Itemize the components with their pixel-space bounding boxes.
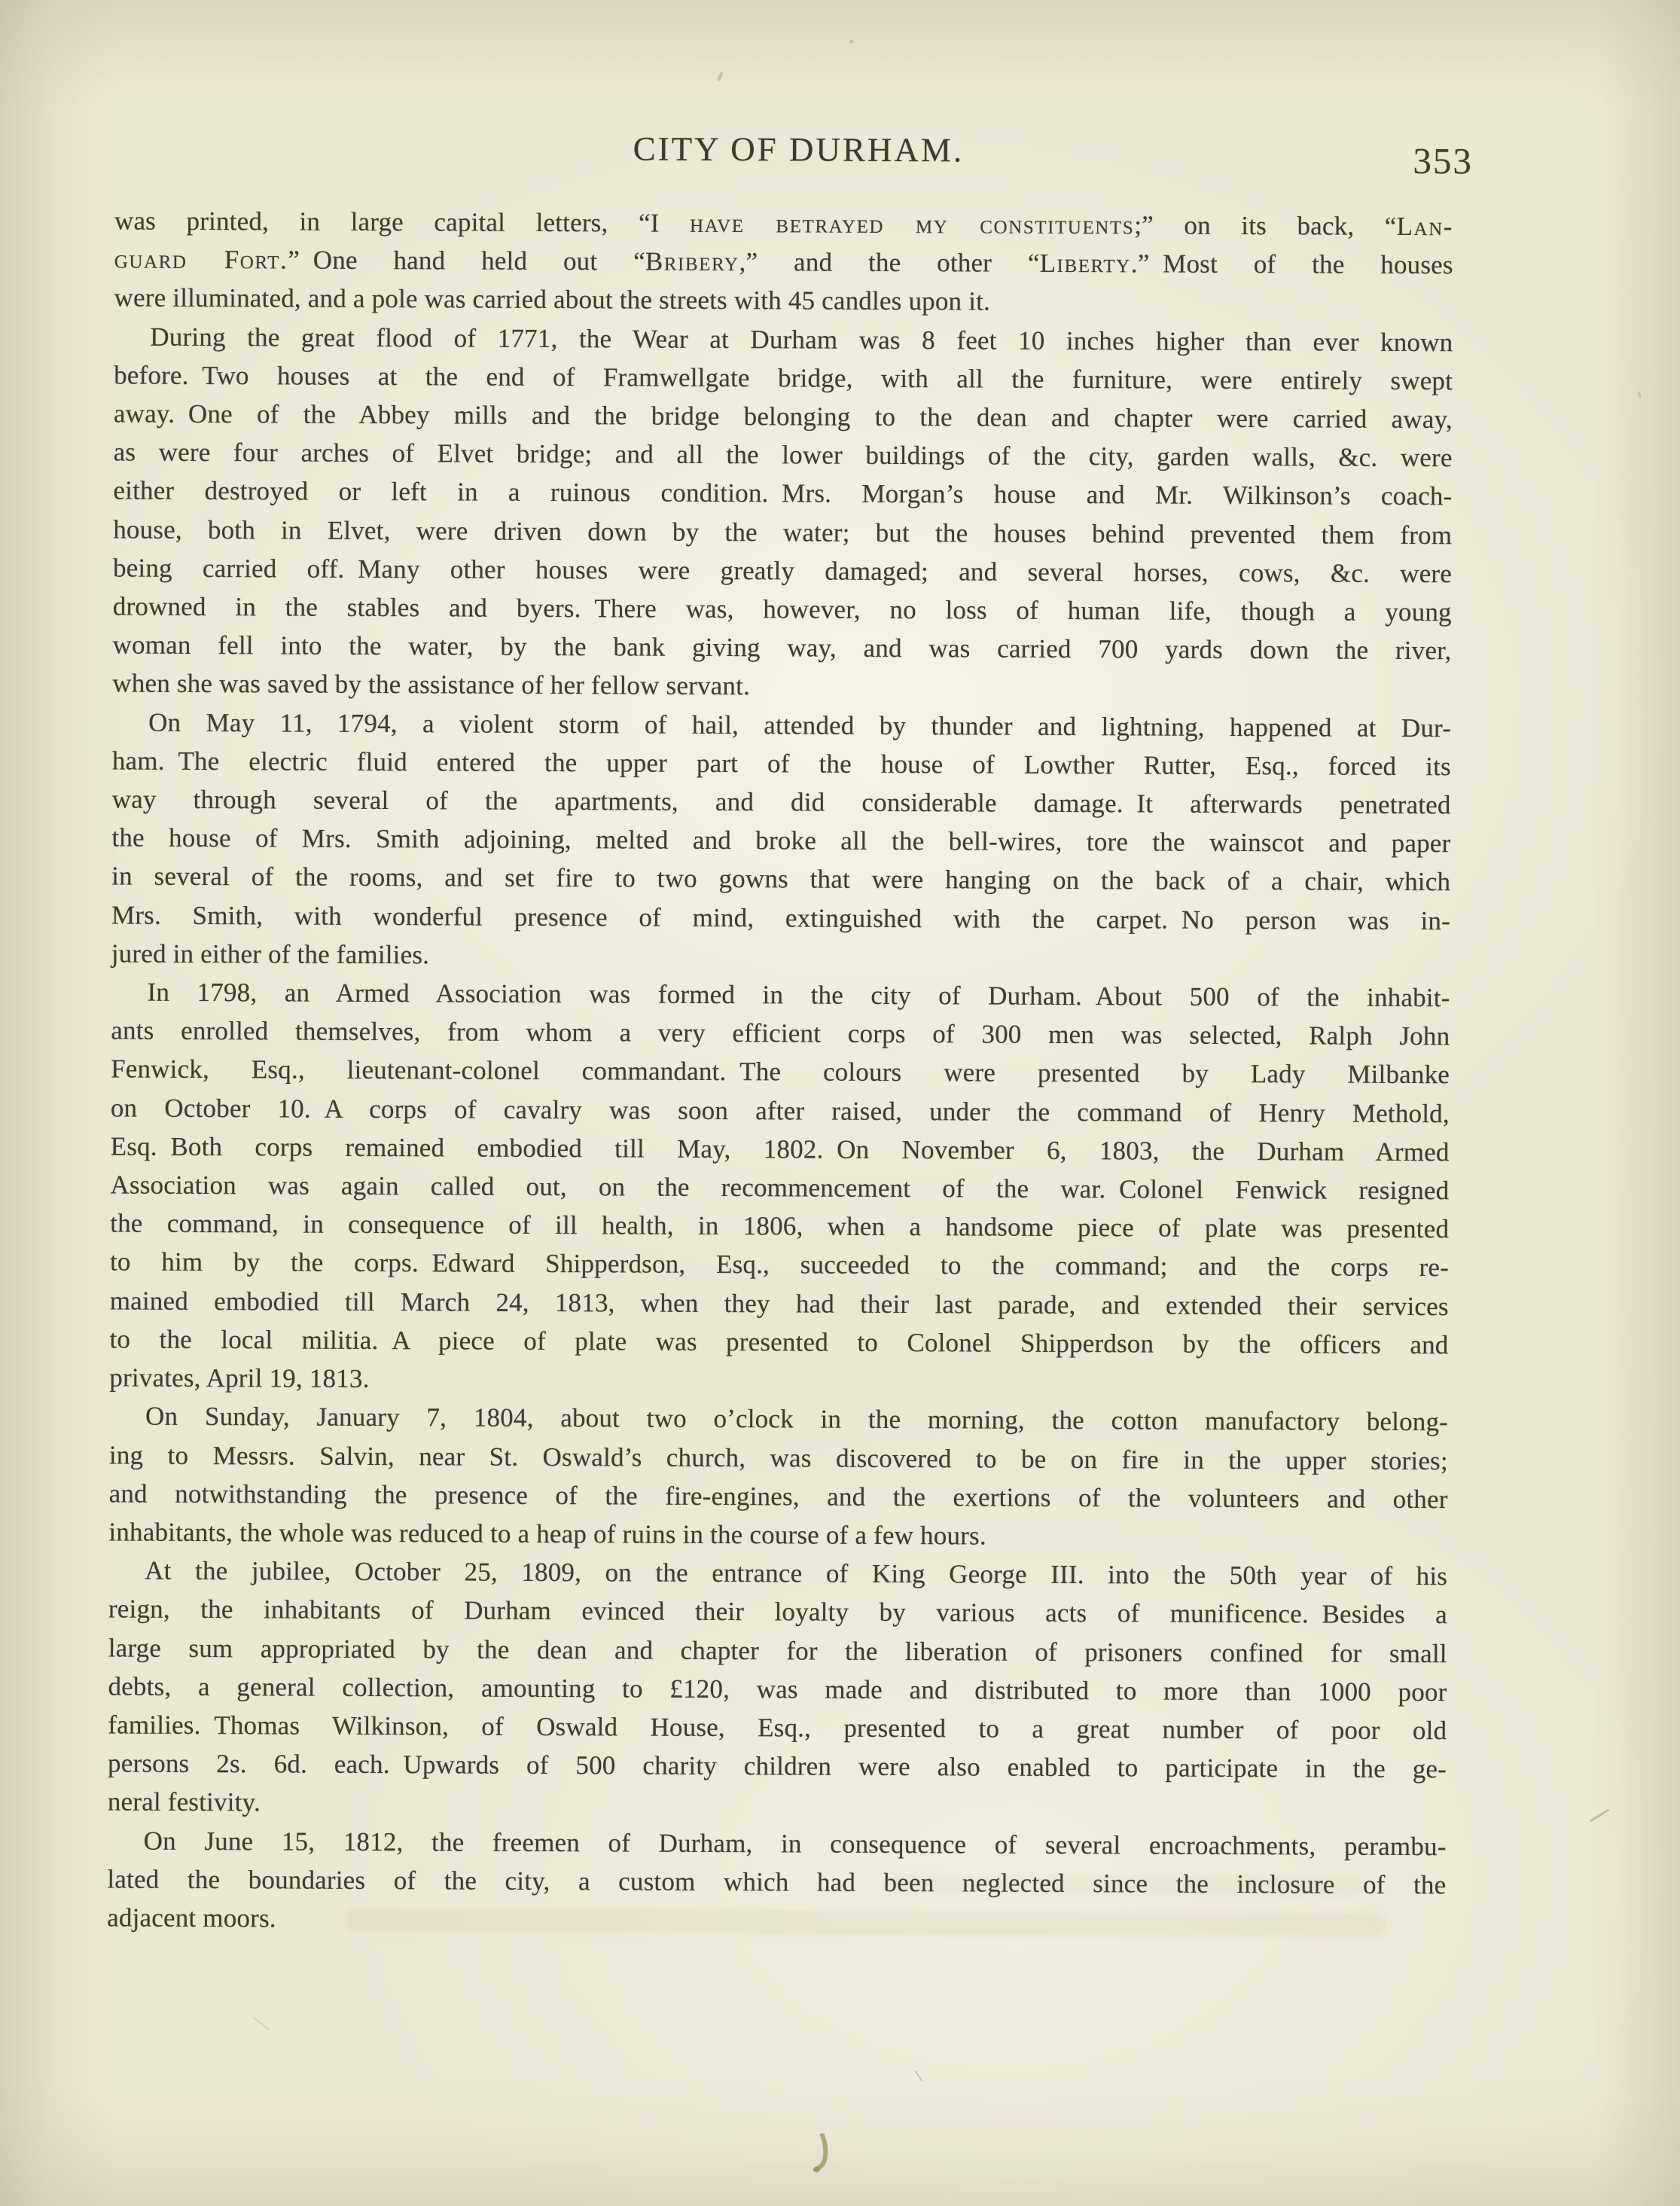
text-run: drowned in the stables and byers. There was, however, no loss of human life, though a young (112, 591, 1452, 627)
text-line (107, 1860, 1446, 1904)
paper-speck (1637, 391, 1642, 399)
text-line (108, 1667, 1447, 1711)
paper-speck (914, 2070, 922, 2082)
small-caps-run: have betrayed my constituents (690, 208, 1135, 240)
paper-speck (849, 40, 853, 44)
small-caps-run: Bribery (645, 246, 739, 277)
text-run: lated the boundaries of the city, a custom which had been neglected since the inclosure of the (107, 1864, 1447, 1899)
text-line (113, 587, 1452, 632)
text-line (112, 780, 1451, 825)
text-run: as were four arches of Elvet bridge; and all the lower buildings of the city, garden walls, &c. were (113, 437, 1453, 473)
text-run: ham. The electric fluid entered the upper part of the house of Lowther Rutter, Esq., forced its (111, 746, 1451, 782)
small-caps-run: Liberty (1039, 249, 1131, 279)
text-line (113, 548, 1452, 593)
text-run: inhabitants, the whole was reduced to a heap of ruins in the course of a few hours. (108, 1517, 986, 1551)
text-line (108, 1705, 1447, 1750)
text-run: before. Two houses at the end of Framwellgate bridge, with all the furniture, were entirely swept (114, 360, 1453, 396)
text-line (108, 1821, 1447, 1866)
text-line (112, 703, 1451, 747)
text-run: Fenwick, Esq., lieutenant-colonel commandant. The colours were presented by Lady Milbanke (111, 1054, 1450, 1090)
text-run: families. Thomas Wilkinson, of Oswald House, Esq., presented to a great number of poor old (108, 1710, 1447, 1746)
text-line (114, 355, 1453, 400)
small-caps-run: guard Fort. (114, 244, 288, 275)
text-run: large sum appropriated by the dean and chapter for the liberation of prisoners confined for small (108, 1632, 1447, 1668)
text-run: Mrs. Smith, with wonderful presence of mind, extinguished with the carpet. No person was in- (111, 900, 1451, 935)
text-line (111, 934, 1450, 978)
text-line (109, 1436, 1448, 1480)
text-line (110, 1166, 1449, 1210)
running-header: CITY OF DURHAM. (633, 130, 965, 169)
text-line (113, 471, 1452, 516)
text-line (114, 433, 1453, 478)
text-line (108, 1744, 1447, 1789)
text-line (112, 741, 1451, 786)
text-line (110, 1243, 1449, 1287)
text-line (111, 1011, 1450, 1056)
text-run: way through several of the apartments, and did considerable damage. It afterwards penetrated (111, 784, 1451, 820)
text-line (109, 1474, 1448, 1518)
text-run: on October 10. A corps of cavalry was soon after raised, under the command of Henry Methold, (110, 1093, 1450, 1128)
text-line (112, 664, 1451, 709)
text-run: In 1798, an Armed Association was formed in the city of Durham. About 500 of the inhabit- (147, 977, 1450, 1013)
text-line (107, 1898, 1446, 1942)
paper-fiber-mark (813, 2134, 837, 2178)
text-run: ;” on its back, “ (1134, 210, 1397, 241)
text-run: woman fell into the water, by the bank giving way, and was carried 700 yards down the river, (112, 630, 1452, 666)
text-line (114, 240, 1453, 285)
text-line (108, 1552, 1447, 1596)
text-run: reign, the inhabitants of Durham evinced their loyalty by various acts of munificence. Besides a (108, 1594, 1448, 1630)
text-line (111, 1127, 1450, 1171)
text-line (109, 1320, 1448, 1364)
text-run: neral festivity. (107, 1786, 261, 1817)
text-line (114, 317, 1453, 362)
text-run: Esq. Both corps remained embodied till May, 1802. On November 6, 1803, the Durham Armed (110, 1131, 1450, 1167)
text-run: away. One of the Abbey mills and the bridge belonging to the dean and chapter were carried away, (113, 398, 1453, 435)
text-run: On Sunday, January 7, 1804, about two o’clock in the morning, the cotton manufactory belong- (145, 1401, 1449, 1437)
text-line (114, 201, 1453, 246)
text-line (108, 1628, 1447, 1673)
text-run: persons 2s. 6d. each. Upwards of 500 charity children were also enabled to participate in the ge- (108, 1748, 1447, 1784)
text-run: On June 15, 1812, the freemen of Durham, in consequence of several encroachments, perambu- (143, 1826, 1447, 1861)
text-run: On May 11, 1794, a violent storm of hail, attended by thunder and lightning, happened at Dur- (148, 707, 1452, 743)
text-run: At the jubilee, October 25, 1809, on the entrance of King George III. into the 50th year of his (145, 1555, 1448, 1591)
paper-speck (717, 72, 724, 82)
text-run: privates, April 19, 1813. (109, 1362, 370, 1394)
text-run: adjacent moors. (107, 1902, 276, 1933)
small-caps-run: Lan- (1396, 211, 1454, 242)
text-run: in several of the rooms, and set fire to two gowns that were hanging on the back of a chair, which (111, 861, 1451, 897)
text-line (114, 279, 1453, 323)
paper-speck (252, 2016, 270, 2031)
text-run: and notwithstanding the presence of the fire-engines, and the exertions of the volunteers and other (108, 1478, 1448, 1514)
text-run: being carried off. Many other houses were greatly damaged; and several horses, cows, &c. were (112, 553, 1453, 589)
text-line (108, 1512, 1447, 1557)
text-run: ,” and the other “ (739, 247, 1040, 279)
text-line (110, 1281, 1449, 1326)
text-line (111, 819, 1450, 863)
text-run: ants enrolled themselves, from whom a very efficient corps of 300 men was selected, Ralph John (111, 1015, 1450, 1051)
text-run: house, both in Elvet, were driven down by the water; but the houses behind prevented them from (113, 514, 1453, 550)
text-run: ” One hand held out “ (288, 245, 645, 276)
text-run: when she was saved by the assistance of her fellow servant. (112, 668, 751, 701)
text-line (109, 1359, 1448, 1403)
page-number: 353 (1413, 140, 1474, 182)
text-line (112, 626, 1451, 670)
text-line (109, 1397, 1448, 1442)
text-line (108, 1590, 1447, 1634)
text-run: to him by the corps. Edward Shipperdson, Esq., succeeded to the command; and the corps re- (109, 1246, 1450, 1283)
text-run: Association was again called out, on the recommencement of the war. Colonel Fenwick resigned (110, 1170, 1450, 1206)
text-line (114, 394, 1453, 438)
page-body (107, 201, 1453, 1942)
text-line (111, 896, 1450, 940)
text-run: either destroyed or left in a ruinous condition. Mrs. Morgan’s house and Mr. Wilkinson’s coach- (113, 475, 1453, 511)
text-run: were illuminated, and a pole was carried about the streets with 45 candles upon it. (114, 282, 991, 316)
text-line (111, 857, 1450, 902)
text-run: was printed, in large capital letters, “I (114, 206, 691, 238)
text-line (113, 510, 1452, 554)
text-line (111, 1088, 1450, 1133)
text-run: to the local militia. A piece of plate was presented to Colonel Shipperdson by the officers and (109, 1324, 1449, 1360)
text-line (111, 1050, 1450, 1094)
text-run: debts, a general collection, amounting to £120, was made and distributed to more than 1000 poor (108, 1671, 1447, 1707)
text-run: the house of Mrs. Smith adjoining, melted and broke all the bell-wires, tore the wainscot and paper (111, 822, 1451, 859)
text-line (111, 973, 1450, 1018)
text-line (108, 1783, 1447, 1827)
text-run: During the great flood of 1771, the Wear at Durham was 8 feet 10 inches higher than ever known (150, 322, 1453, 357)
text-run: mained embodied till March 24, 1813, when they had their last parade, and extended their services (109, 1286, 1449, 1321)
text-run: the command, in consequence of ill health, in 1806, when a handsome piece of plate was presented (110, 1208, 1450, 1244)
pen-dash-mark (1589, 1808, 1609, 1822)
text-line (110, 1204, 1449, 1249)
text-run: ing to Messrs. Salvin, near St. Oswald’s church, was discovered to be on fire in the upper stories; (108, 1439, 1448, 1475)
text-run: jured in either of the families. (111, 938, 430, 970)
text-run: .” Most of the houses (1130, 249, 1453, 280)
